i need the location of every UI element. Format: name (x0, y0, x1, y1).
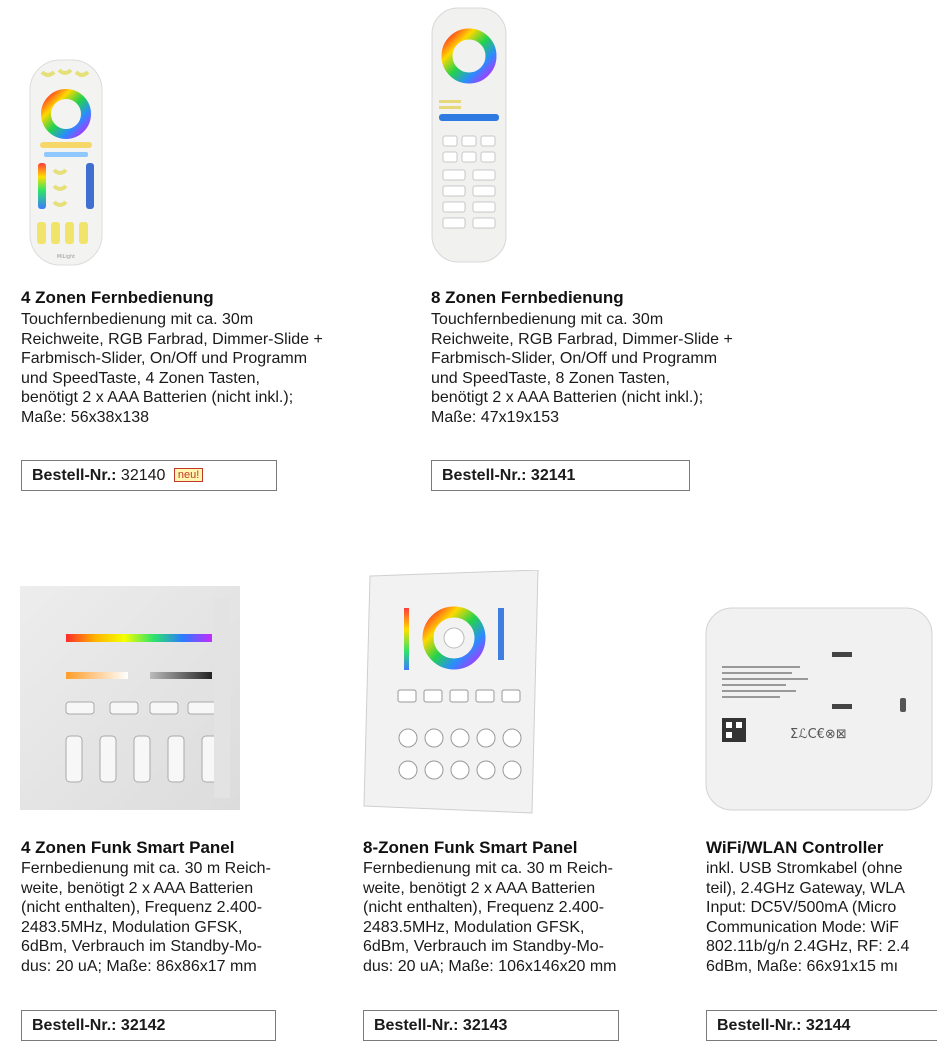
description-line: 2483.5MHz, Modulation GFSK, (21, 918, 243, 936)
description-line: und SpeedTaste, 4 Zonen Tasten, (21, 369, 260, 387)
description-line: dus: 20 uA; Maße: 86x86x17 mm (21, 957, 257, 975)
svg-text:MiLight: MiLight (56, 254, 76, 260)
order-number: 32140 (120, 467, 166, 484)
description-line: Fernbedienung mit ca. 30 m Reich- (363, 860, 613, 877)
smart-panel-4-zone-icon (20, 586, 240, 810)
description-line: inkl. USB Stromkabel (ohne (706, 860, 903, 877)
description-line: Communication Mode: WiF (706, 918, 899, 936)
product-title: WiFi/WLAN Controller (706, 838, 884, 857)
description-line: 2483.5MHz, Modulation GFSK, (363, 918, 585, 936)
svg-text:ΣℒC€⊗⊠: ΣℒC€⊗⊠ (790, 727, 847, 742)
description-line: benötigt 2 x AAA Batterien (nicht inkl.); (21, 389, 294, 407)
wifi-controller-icon (700, 606, 937, 816)
order-number: 32141 (530, 467, 576, 484)
description-line: Fernbedienung mit ca. 30 m Reich- (21, 860, 271, 877)
description-line: (nicht enthalten), Frequenz 2.400- (21, 899, 263, 917)
order-number-box (21, 460, 277, 491)
remote-4-zone-icon (26, 58, 106, 268)
description-line: (nicht enthalten), Frequenz 2.400- (363, 899, 605, 917)
order-number-box (363, 1010, 619, 1041)
product-title: 8 Zonen Fernbedienung (431, 288, 624, 307)
order-number-label: Bestell-Nr.: (717, 1017, 802, 1034)
order-number: 32143 (462, 1017, 508, 1034)
description-line: 802.11b/g/n 2.4GHz, RF: 2.4 (706, 938, 910, 956)
description-line: 6dBm, Verbrauch im Standby-Mo- (363, 938, 604, 956)
description-line: benötigt 2 x AAA Batterien (nicht inkl.); (431, 389, 704, 407)
remote-8-zone-icon (429, 6, 509, 266)
order-number-box (706, 1010, 937, 1041)
order-number-box (21, 1010, 276, 1041)
description-line: Touchfernbedienung mit ca. 30m (431, 311, 664, 328)
description-line: dus: 20 uA; Maße: 106x146x20 mm (363, 957, 617, 975)
description-line: teil), 2.4GHz Gateway, WLA (706, 879, 905, 897)
description-line: Farbmisch-Slider, On/Off und Programm (431, 350, 718, 368)
product-description (21, 859, 341, 977)
description-line: Touchfernbedienung mit ca. 30m (21, 311, 254, 328)
description-line: 6dBm, Verbrauch im Standby-Mo- (21, 938, 262, 956)
product-title: 4 Zonen Fernbedienung (21, 288, 214, 307)
description-line: weite, benötigt 2 x AAA Batterien (21, 879, 254, 897)
order-number-label: Bestell-Nr.: (442, 467, 527, 484)
product-description (431, 310, 811, 428)
order-number-label: Bestell-Nr.: (374, 1017, 459, 1034)
description-line: Farbmisch-Slider, On/Off und Programm (21, 350, 308, 368)
product-title: 8-Zonen Funk Smart Panel (363, 838, 578, 857)
description-line: 6dBm, Maße: 66x91x15 mı (706, 957, 899, 975)
description-line: Reichweite, RGB Farbrad, Dimmer-Slide + (21, 330, 323, 348)
order-number-box (431, 460, 690, 491)
product-description (706, 859, 937, 977)
description-line: Input: DC5V/500mA (Micro (706, 899, 897, 917)
smart-panel-8-zone-icon (362, 570, 542, 815)
order-number-label: Bestell-Nr.: (32, 1017, 117, 1034)
description-line: weite, benötigt 2 x AAA Batterien (363, 879, 596, 897)
product-description (21, 310, 401, 428)
order-number: 32144 (805, 1017, 851, 1034)
product-title: 4 Zonen Funk Smart Panel (21, 838, 235, 857)
description-line: Maße: 56x38x138 (21, 408, 150, 426)
order-number-label: Bestell-Nr.: (32, 467, 117, 484)
description-line: Reichweite, RGB Farbrad, Dimmer-Slide + (431, 330, 733, 348)
product-description (363, 859, 693, 977)
order-number: 32142 (120, 1017, 166, 1034)
description-line: und SpeedTaste, 8 Zonen Tasten, (431, 369, 670, 387)
new-badge: neu! (174, 468, 203, 482)
description-line: Maße: 47x19x153 (431, 408, 560, 426)
